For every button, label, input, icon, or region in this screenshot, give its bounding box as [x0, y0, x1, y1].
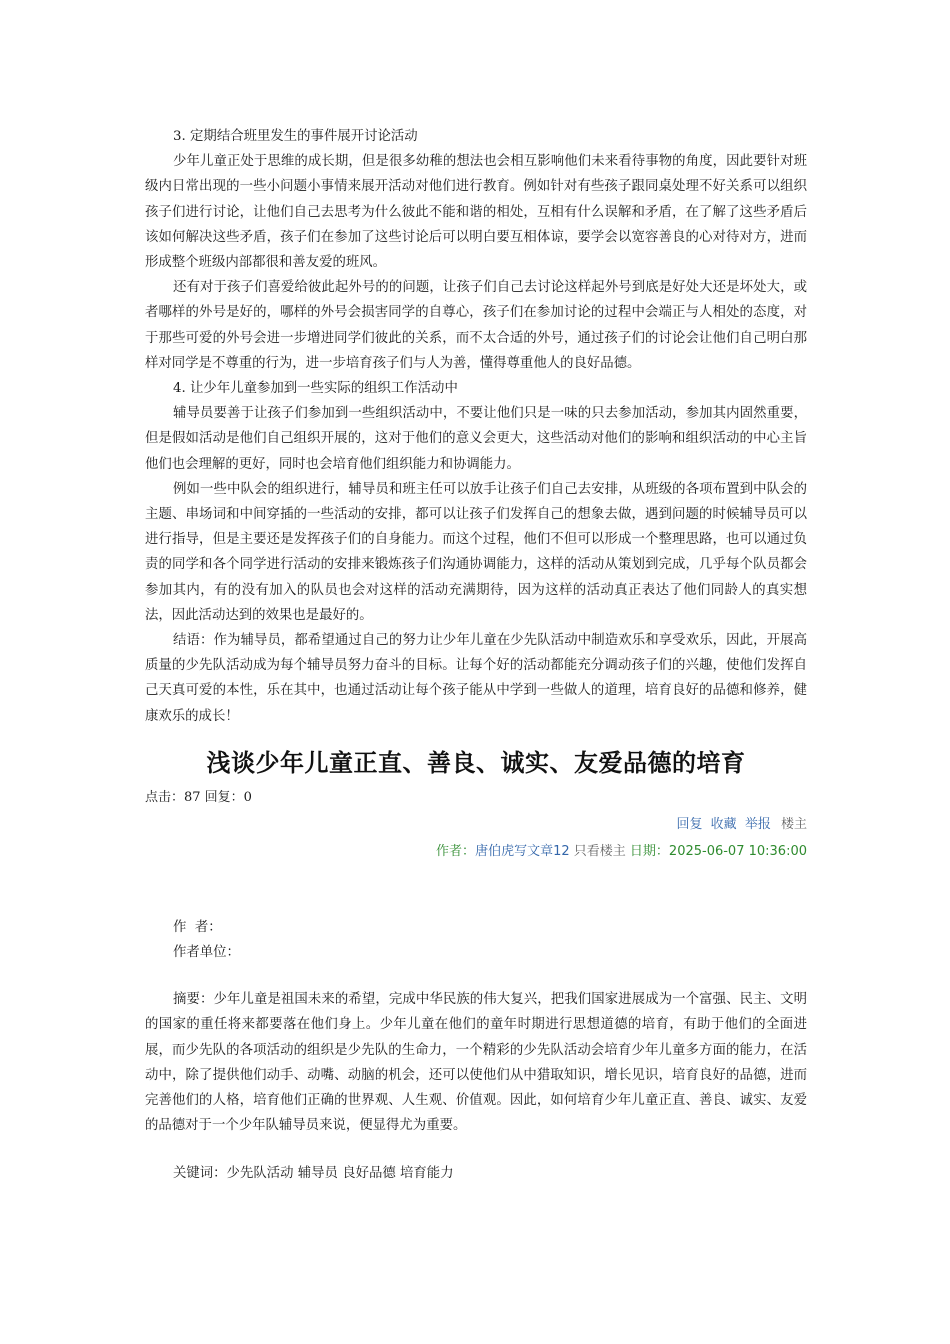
section-4-paragraph-2: 例如一些中队会的组织进行，辅导员和班主任可以放手让孩子们自己去安排，从班级的各项布置到中队会的主题、串场词和中间穿插的一些活动的安排，都可以让孩子们发挥自己的想象去做，遇到问题的时候辅导员可以进行指导，但是主要还是发挥孩子们的自身能力。而这个过程，他们不但可以形成一个整理思路，也可以通过负责的同学和各个同学进行活动的安排来锻炼孩子们沟通协调能力，这样的活动从策划到完成，几乎每个队员都会参加其内，有的没有加入的队员也会对这样的活动充满期待，因为这样的活动真正表达了他们同龄人的真实想法，因此活动达到的效果也是最好的。	[145, 481, 807, 623]
section-3-paragraph-1: 少年儿童正处于思维的成长期，但是很多幼稚的想法也会相互影响他们未来看待事物的角度，因此要针对班级内日常出现的一些小问题小事情来展开活动对他们进行教育。例如针对有些孩子跟同桌处理不好关系可以组织孩子们进行讨论，让他们自己去思考为什么彼此不能和谐的相处，互相有什么误解和矛盾，在了解了这些矛盾后该如何解决这些矛盾，孩子们在参加了这些讨论后可以明白要互相体谅，要学会以宽容善良的心对待对方，进而形成整个班级内部都很和善友爱的班风。	[145, 154, 807, 271]
report-link[interactable]: 举报	[744, 816, 771, 832]
unit-line: 作者单位：	[173, 945, 240, 961]
reply-link[interactable]: 回复	[676, 816, 703, 832]
author-line: 作 者：	[173, 919, 222, 935]
floor-label: 楼主	[780, 816, 807, 832]
date-value: 2025-06-07 10:36:00	[668, 843, 807, 859]
spacer	[145, 965, 807, 987]
spacer	[145, 1139, 807, 1161]
section-4-heading: 4. 让少年儿童参加到一些实际的组织工作活动中	[173, 381, 458, 397]
section-3-heading: 3. 定期结合班里发生的事件展开讨论活动	[173, 129, 418, 144]
keywords-line: 关键词：少先队活动 辅导员 良好品德 培育能力	[173, 1165, 454, 1181]
favorite-link[interactable]: 收藏	[710, 816, 737, 832]
post-meta	[145, 840, 807, 859]
section-4-paragraph-1: 辅导员要善于让孩子们参加到一些组织活动中，不要让他们只是一味的只去参加活动，参加其内固然重要，但是假如活动是他们自己组织开展的，这对于他们的意义会更大，这些活动对他们的影响和组织活动的中心主旨他们也会理解的更好，同时也会培育他们组织能力和协调能力。	[145, 406, 807, 472]
author-name-link[interactable]: 唐伯虎写文章12	[475, 843, 570, 859]
author-label: 作者：	[436, 843, 476, 859]
conclusion-paragraph: 结语：作为辅导员，都希望通过自己的努力让少年儿童在少先队活动中制造欢乐和享受欢乐，因此，开展高质量的少先队活动成为每个辅导员努力奋斗的目标。让每个好的活动都能充分调动孩子们的兴趣，使他们发挥自己天真可爱的本性，乐在其中，也通过活动让每个孩子能从中学到一些做人的道理，培育良好的品德和修养，健康欢乐的成长！	[145, 633, 807, 724]
post-title: 浅谈少年儿童正直、善良、诚实、友爱品德的培育	[206, 748, 746, 777]
abstract-paragraph: 摘要：少年儿童是祖国未来的希望，完成中华民族的伟大复兴，把我们国家进展成为一个富强、民主、文明的国家的重任将来都要落在他们身上。少年儿童在他们的童年时期进行思想道德的培育，有助于他们的全面进展，而少先队的各项活动的组织是少先队的生命力，一个精彩的少先队活动会培育少年儿童多方面的能力，在活动中，除了提供他们动手、动嘴、动脑的机会，还可以使他们从中猎取知识，增长见识，培育良好的品德，进而完善他们的人格，培育他们正确的世界观、人生观、价值观。因此，如何培育少年儿童正直、善良、诚实、友爱的品德对于一个少年队辅导员来说，便显得尤为重要。	[145, 992, 807, 1134]
post-actions	[145, 813, 807, 832]
article-page	[145, 124, 807, 1186]
only-op-link[interactable]: 只看楼主	[573, 843, 626, 859]
section-3-paragraph-2: 还有对于孩子们喜爱给彼此起外号的的问题，让孩子们自己去讨论这样起外号到底是好处大还是坏处大，或者哪样的外号是好的，哪样的外号会损害同学的自尊心，孩子们在参加讨论的过程中会端正与人相处的态度，对于那些可爱的外号会进一步增进同学们彼此的关系，而不太合适的外号，通过孩子们的讨论会让他们自己明白那样对同学是不尊重的行为，进一步培育孩子们与人为善，懂得尊重他人的良好品德。	[145, 280, 807, 371]
spacer	[145, 859, 807, 915]
post-stats: 点击：87 回复：0	[145, 789, 252, 805]
date-label: 日期：	[629, 843, 669, 859]
